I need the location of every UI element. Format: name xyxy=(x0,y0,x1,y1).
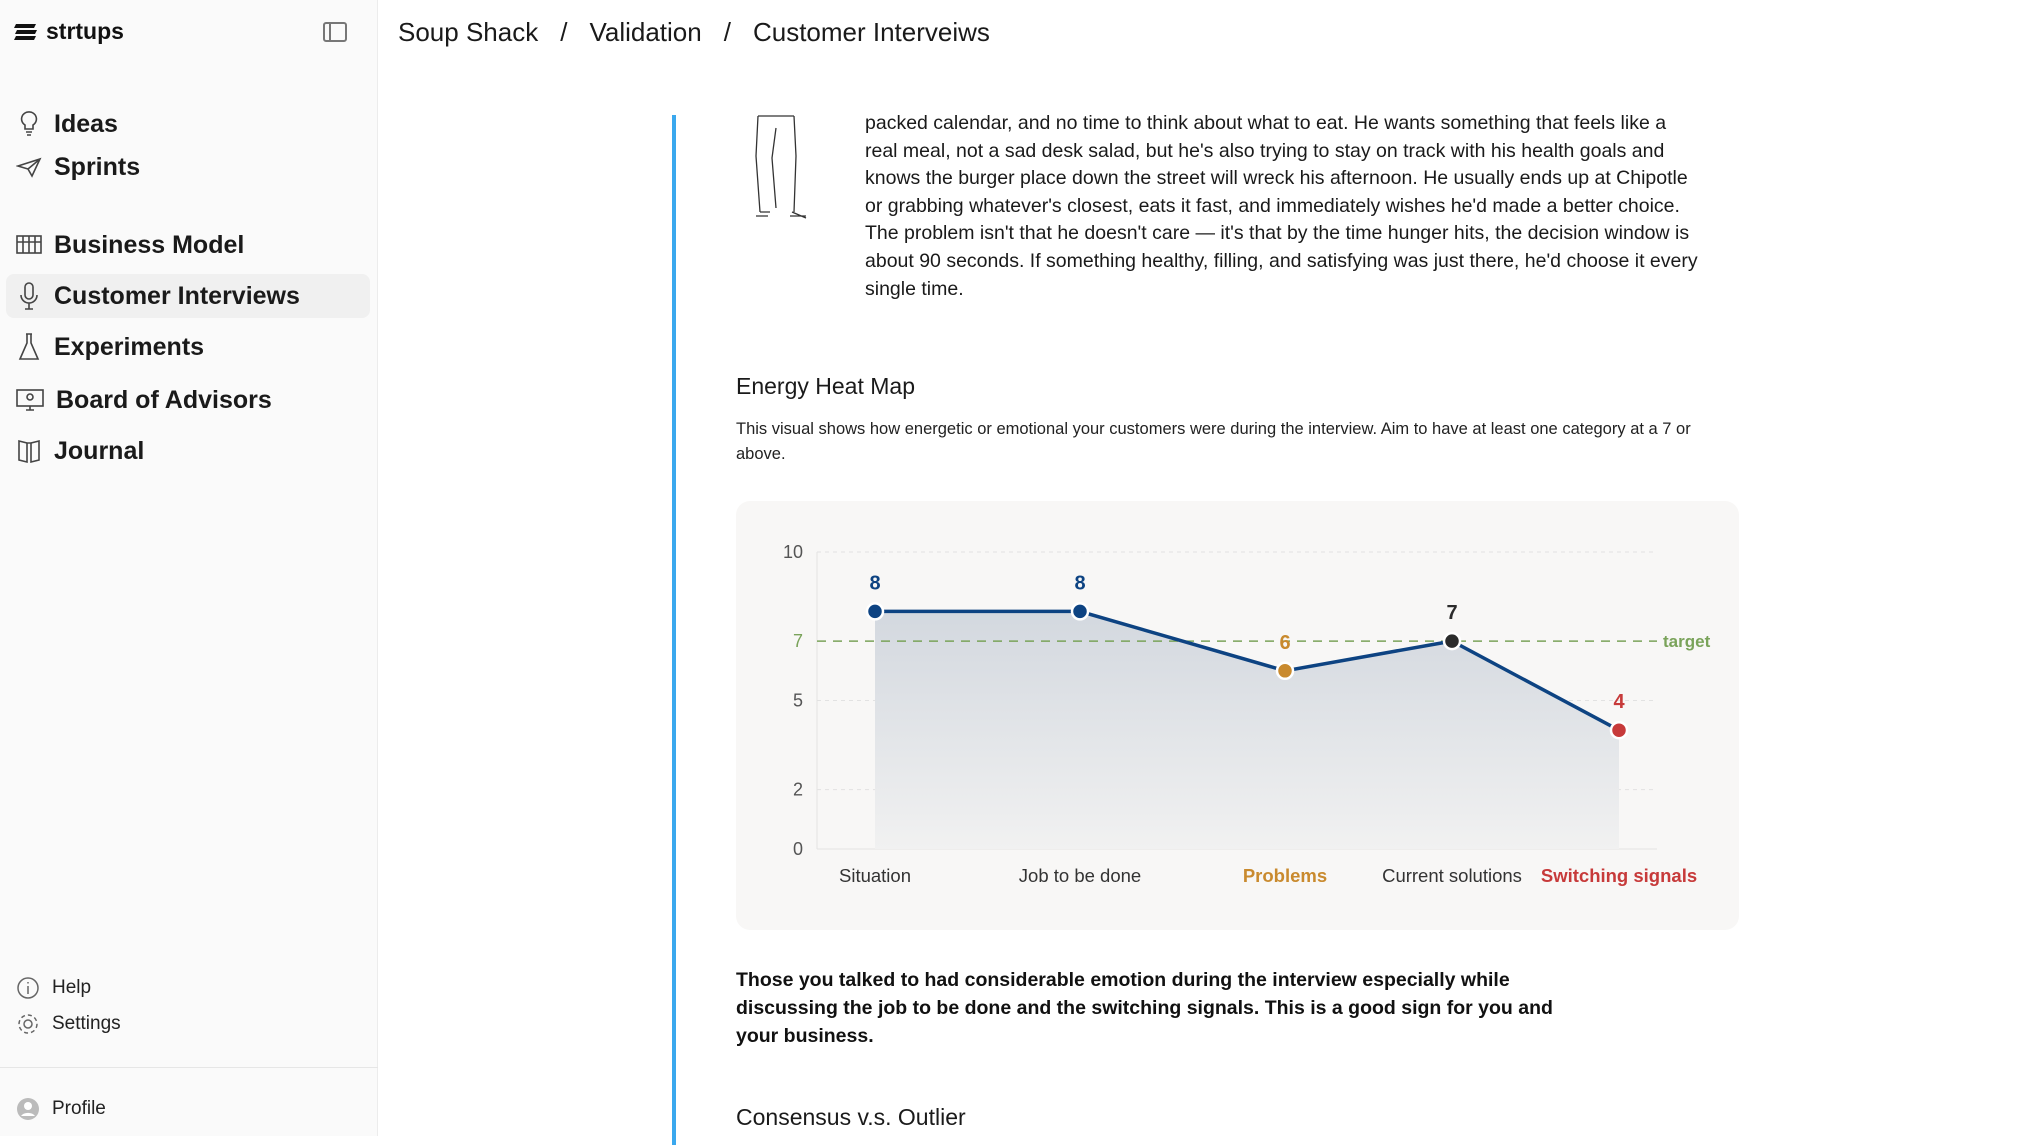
energy-chart-card xyxy=(736,501,1739,930)
gear-icon xyxy=(16,1012,40,1036)
target-label: target xyxy=(1663,632,1711,652)
energy-heat-map-title: Energy Heat Map xyxy=(736,373,915,399)
data-label: 8 xyxy=(1074,572,1086,595)
settings-link[interactable] xyxy=(16,1012,121,1036)
data-point xyxy=(867,603,883,619)
book-icon xyxy=(16,438,42,464)
sidebar-item-label: Sprints xyxy=(54,152,141,181)
area-fill xyxy=(875,611,1619,849)
x-tick-label: Switching signals xyxy=(1540,865,1698,886)
breadcrumb-validation[interactable]: Validation xyxy=(589,17,702,47)
sidebar-item-label: Ideas xyxy=(54,109,118,138)
y-tick-label: 2 xyxy=(792,779,803,800)
profile-link[interactable] xyxy=(16,1097,106,1121)
sidebar-item-label: Journal xyxy=(54,436,145,465)
x-tick-label: Current solutions xyxy=(1382,865,1522,886)
y-tick-label: 5 xyxy=(792,690,803,711)
data-label: 8 xyxy=(869,572,881,595)
help-label: Help xyxy=(52,977,92,998)
settings-label: Settings xyxy=(52,1013,121,1034)
chart-summary: Those you talked to had considerable emotion during the interview especially while discussing the job to be done and the switching signals. This is a good sign for you and your business. xyxy=(736,969,1553,1047)
avatar-icon xyxy=(16,1097,40,1121)
sidebar-item-ideas[interactable] xyxy=(6,102,370,146)
sidebar-item-label: Experiments xyxy=(54,332,205,361)
brand-logo[interactable] xyxy=(14,18,124,45)
sidebar-item-experiments[interactable] xyxy=(6,325,370,369)
info-icon xyxy=(16,976,40,1000)
y-tick-label: 7 xyxy=(792,631,803,652)
monitor-icon xyxy=(16,388,44,412)
sidebar-item-journal[interactable] xyxy=(6,429,370,473)
persona-story: packed calendar, and no time to think about what to eat. He wants something that feels like a real meal, not a sad desk salad, but he's also trying to stay on track with his health goals and knows the burger place down the street will wreck his afternoon. He usually ends up at Chipotle or grabbing whatever's closest, eats it fast, and immediately wishes he'd made a better choice. The problem isn't that he doesn't care — it's that by the time hunger hits, the decision window is about 90 seconds. If something healthy, filling, and satisfying was just there, he'd choose it every single time. xyxy=(865,112,1698,300)
sidebar-item-label: Customer Interviews xyxy=(54,281,300,310)
data-point xyxy=(1072,603,1088,619)
sidebar-item-business-model[interactable] xyxy=(6,223,370,267)
data-label: 7 xyxy=(1446,602,1458,625)
data-point xyxy=(1611,722,1627,738)
breadcrumb-separator: / xyxy=(560,17,568,47)
breadcrumb-current: Customer Interveiws xyxy=(752,17,990,47)
brand-name: strtups xyxy=(46,18,124,44)
profile-label: Profile xyxy=(52,1098,106,1119)
persona-illustration xyxy=(750,112,814,224)
sidebar-divider xyxy=(0,1067,378,1068)
consensus-outlier-title: Consensus v.s. Outlier xyxy=(736,1104,966,1130)
sidebar-item-board-of-advisors[interactable] xyxy=(6,378,370,422)
sidebar-item-label: Business Model xyxy=(54,230,245,259)
grid-icon xyxy=(16,234,42,256)
x-tick-label: Situation xyxy=(839,865,911,886)
x-tick-label: Problems xyxy=(1242,865,1328,886)
energy-chart xyxy=(736,501,1739,930)
sidebar xyxy=(0,0,378,1136)
energy-heat-map-description: This visual shows how energetic or emotional your customers were during the interview. Aim to have at least one category at a 7 or above. xyxy=(736,420,1691,463)
sidebar-item-sprints[interactable] xyxy=(6,145,370,189)
x-tick-label: Job to be done xyxy=(1018,865,1142,886)
breadcrumb-soup-shack[interactable]: Soup Shack xyxy=(398,17,539,47)
data-point xyxy=(1444,633,1460,649)
flask-icon xyxy=(16,332,42,362)
breadcrumb-separator: / xyxy=(723,17,731,47)
sidebar-toggle-button[interactable] xyxy=(323,22,347,42)
y-tick-label: 10 xyxy=(782,542,803,562)
stack-logo-icon xyxy=(14,22,38,42)
data-label: 4 xyxy=(1613,691,1625,714)
section-accent-line xyxy=(672,115,676,1145)
sidebar-item-customer-interviews[interactable] xyxy=(6,274,370,318)
paper-plane-icon xyxy=(16,154,42,180)
sidebar-item-label: Board of Advisors xyxy=(56,385,272,414)
y-tick-label: 0 xyxy=(792,839,803,859)
microphone-icon xyxy=(16,281,42,311)
help-link[interactable] xyxy=(16,976,91,1000)
breadcrumb xyxy=(398,17,990,48)
data-label: 6 xyxy=(1279,631,1291,654)
lightbulb-icon xyxy=(16,110,42,138)
data-point xyxy=(1277,663,1293,679)
